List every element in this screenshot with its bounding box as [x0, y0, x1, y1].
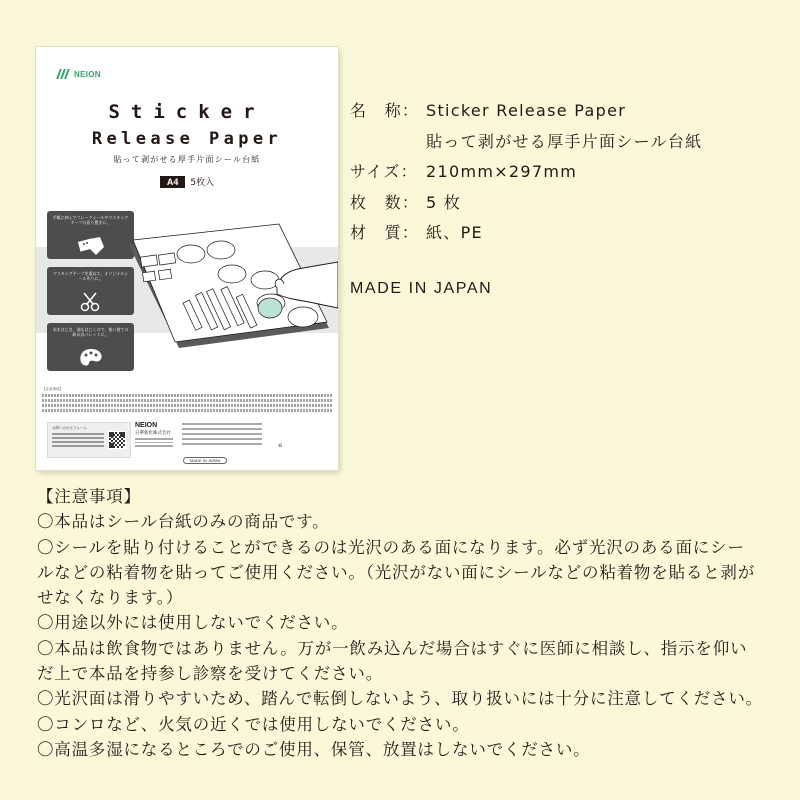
sticker-sheet-illustration: [129, 210, 338, 365]
note-line: だ上で本品を持参し診察を受けてください。: [37, 664, 383, 684]
spec-row-material: [350, 218, 702, 249]
package-notes-heading: 【注意事項】: [42, 387, 63, 391]
package-title-line2: Release Paper: [91, 129, 283, 149]
note-line: 〇高温多湿になるところでのご使用、保管、放置はしないでください。: [37, 739, 591, 759]
note-line: 〇用途以外には使用しないでください。: [37, 613, 349, 633]
tip-text-2: マスキングテープを重ねて、オリジナルシール作りに。: [52, 271, 129, 281]
brand-name: NEION: [74, 69, 101, 79]
spec-value-size: 210mm×297mm: [426, 162, 578, 181]
spec-value-name: Sticker Release Paper: [426, 101, 627, 120]
spec-label-empty: [350, 127, 426, 158]
package-subtitle: 貼って剥がせる厚手片面シール台紙: [113, 155, 261, 164]
spec-value-name-ja: 貼って剥がせる厚手片面シール台紙: [426, 131, 703, 151]
spec-label-material: 材 質：: [350, 223, 420, 242]
package-size-row: [36, 175, 338, 188]
tip-text-3: 水をはじき、油もはじくので、使い捨ての絵の具パレットに。: [52, 327, 129, 337]
size-badge: A4: [160, 176, 186, 188]
spec-label-name: 名 称：: [350, 101, 420, 120]
maker-brand: NEION: [135, 422, 158, 429]
caution-notes: [37, 484, 777, 762]
product-package-image: [36, 47, 338, 470]
tip-card-2: [47, 267, 134, 315]
tip-card-1: [47, 211, 134, 259]
note-line: 〇コンロなど、火気の近くでは使用しないでください。: [37, 714, 470, 734]
package-made-in: MADE IN JAPAN: [183, 457, 227, 464]
customer-support-heading: お問い合わせフォーム: [52, 426, 87, 430]
notes-heading: 【注意事項】: [37, 487, 141, 506]
peeled-sticker: [258, 298, 282, 318]
spec-value-material: 紙、PE: [426, 223, 483, 242]
customer-support-box: [47, 422, 131, 458]
note-line: 〇シールを貼り付けることができるのは光沢のある面になります。必ず光沢のある面にシー: [37, 537, 745, 557]
sheet-count: 5枚入: [190, 178, 215, 188]
spec-row-count: [350, 188, 702, 219]
package-info-area: [42, 387, 332, 465]
tip-card-3: [47, 323, 134, 371]
note-line: せなくなります。）: [37, 588, 184, 608]
tape-hand-icon: [47, 235, 134, 257]
tip-text-1: 手帳に挟んでフレークシールやマスキングテープの仮り置きに。: [52, 215, 129, 225]
recycle-icon: ♻: [278, 443, 283, 449]
product-specs: [350, 96, 702, 249]
qr-code-icon: [108, 431, 126, 449]
scissors-icon: [47, 291, 134, 313]
maker-company: 日華新化株式会社: [135, 431, 171, 436]
note-line: 〇光沢面は滑りやすいため、踏んで転倒しないよう、取り扱いには十分に注意してください。: [37, 689, 763, 709]
note-line: 〇本品はシール台紙のみの商品です。: [37, 512, 330, 532]
note-line: ルなどの粘着物を貼ってご使用ください。（光沢がない面にシールなどの粘着物を貼ると剥が: [37, 562, 756, 582]
spec-label-size: サイズ：: [350, 162, 418, 181]
made-in-label: MADE IN JAPAN: [350, 280, 493, 297]
note-line: 〇本品は飲食物ではありません。万が一飲み込んだ場合はすぐに医師に相談し、指示を仰い: [37, 638, 748, 658]
spec-value-count: 5 枚: [426, 192, 462, 212]
spec-label-count: 枚 数：: [350, 192, 420, 212]
spec-row-name-ja: [350, 127, 702, 158]
brand-logo: [57, 69, 101, 79]
package-title-line1: Sticker: [108, 101, 266, 123]
brand-mark-icon: [57, 69, 71, 79]
spec-row-size: [350, 157, 702, 188]
spec-row-name: [350, 96, 702, 127]
maker-info: [135, 422, 173, 447]
palette-icon: [47, 347, 134, 369]
